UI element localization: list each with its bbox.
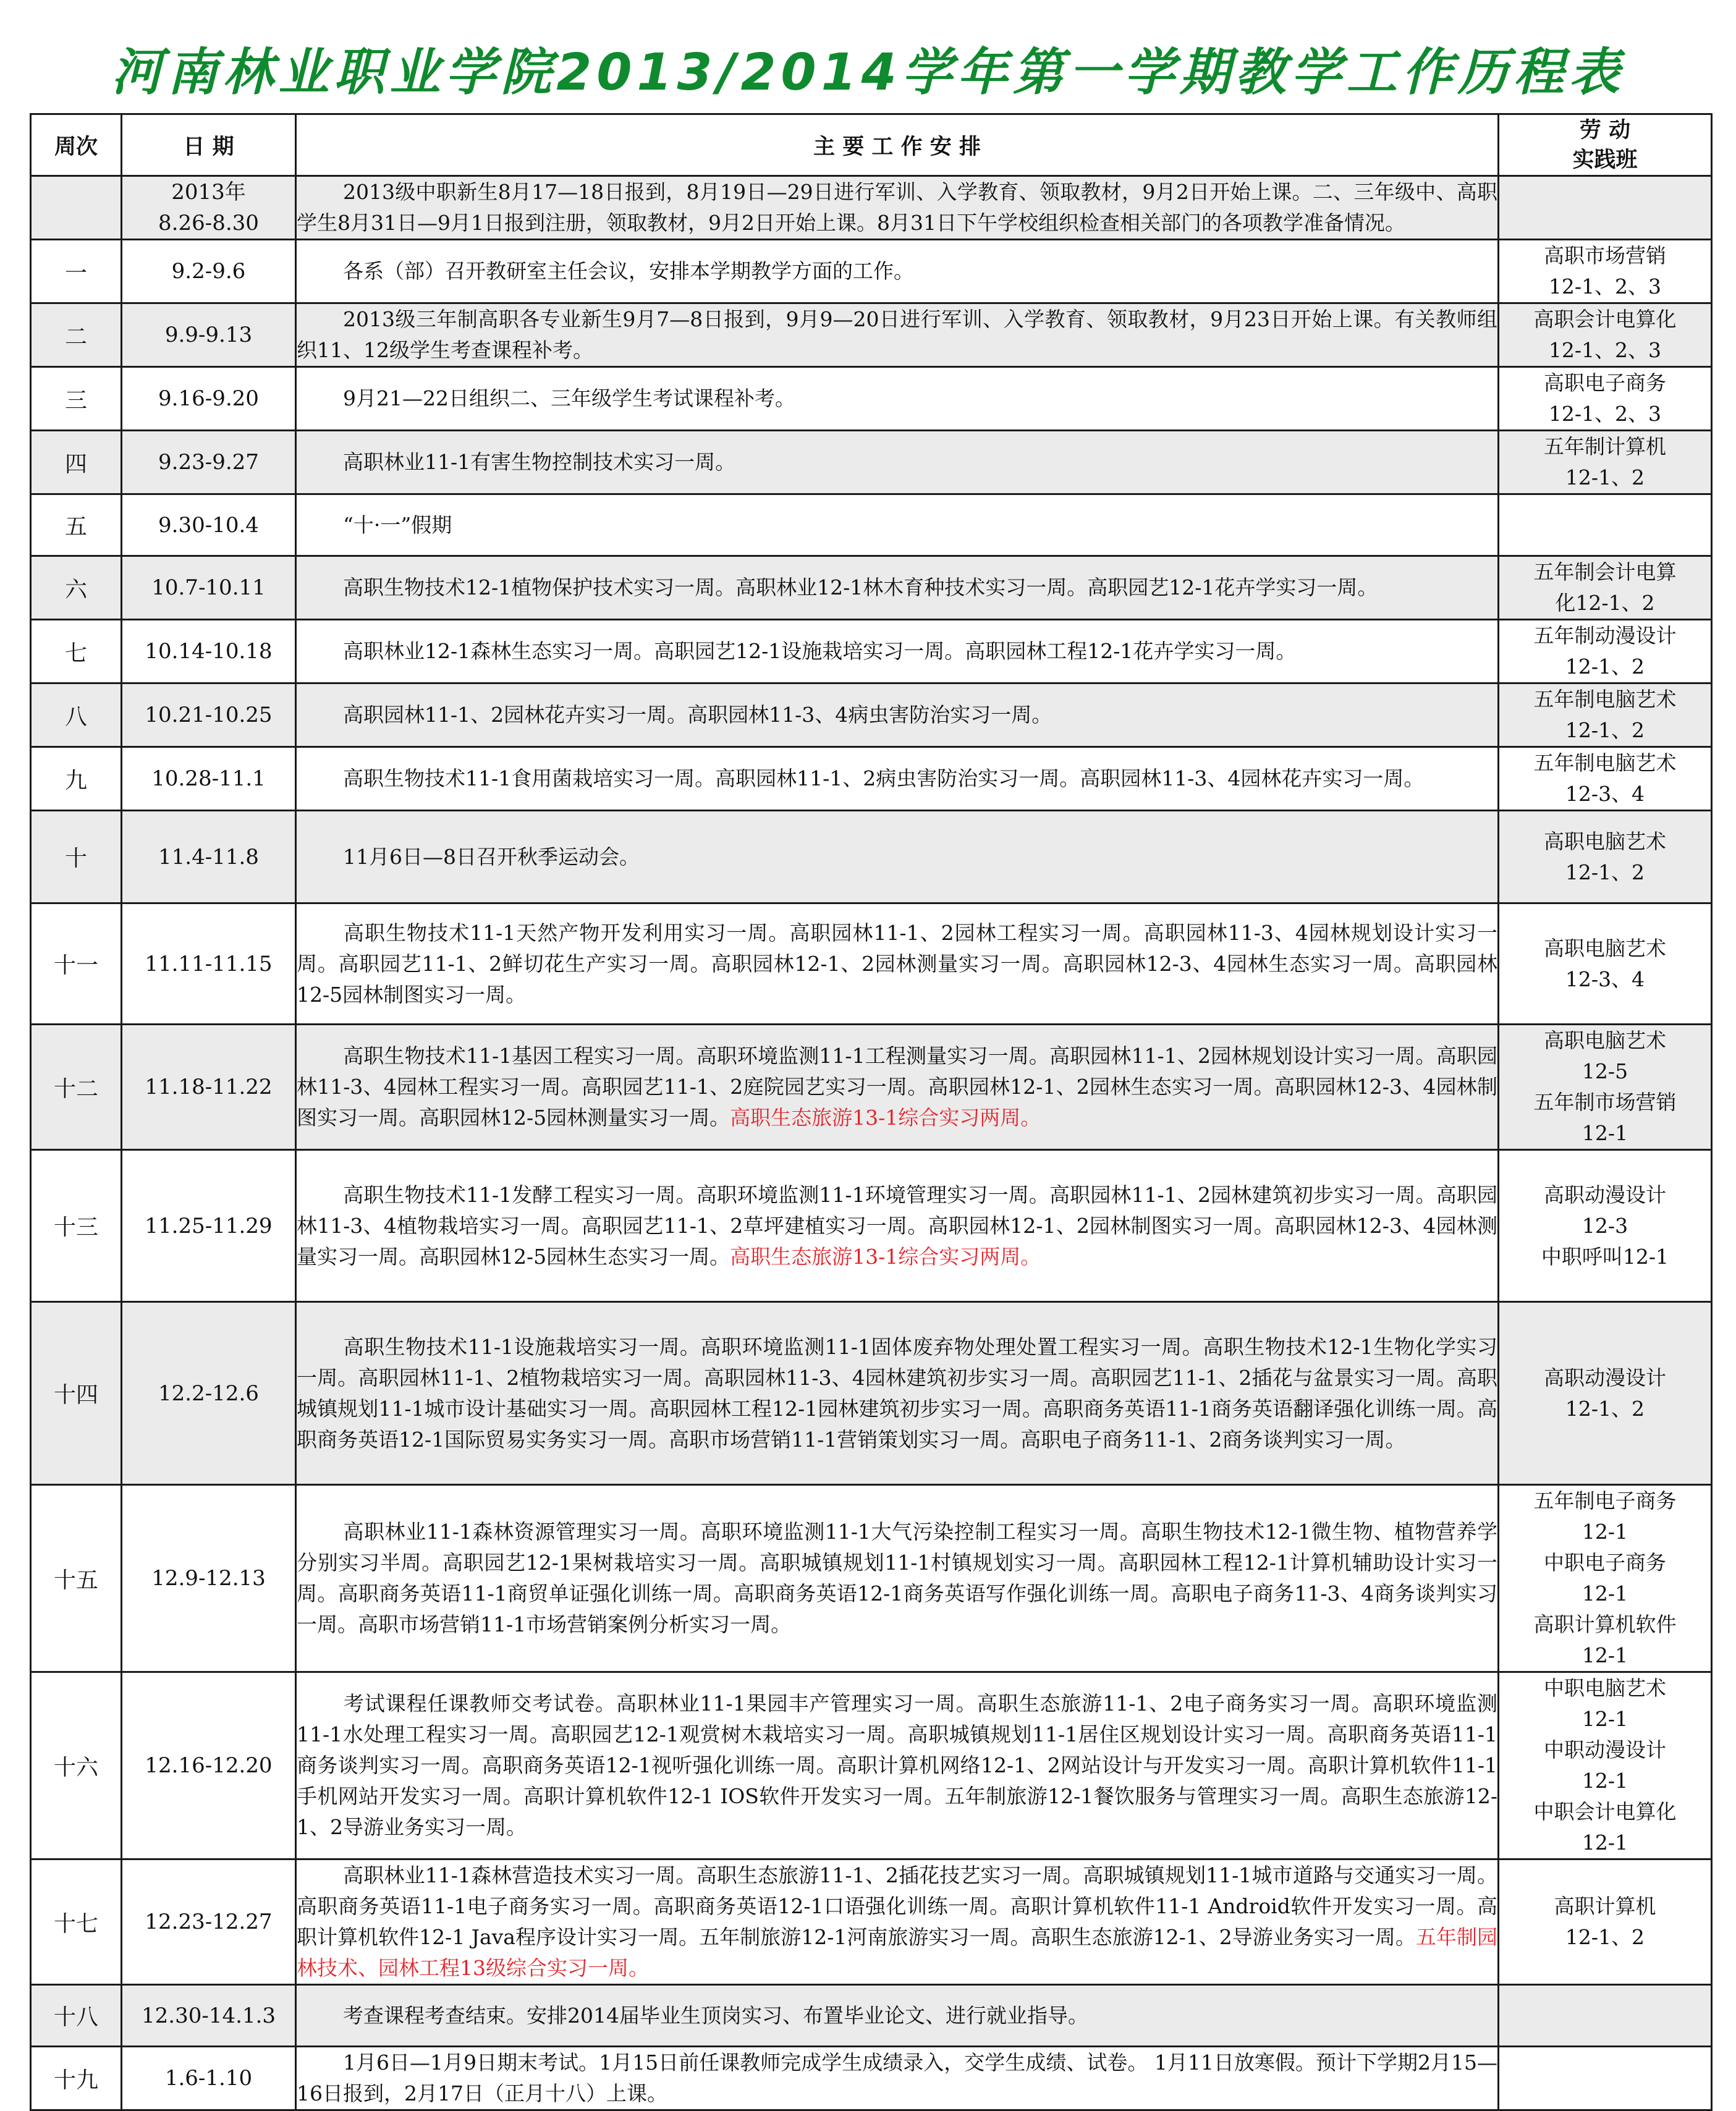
header-labor <box>1499 114 1712 176</box>
date-cell: 9.23-9.27 <box>122 431 296 494</box>
table-row <box>31 1025 1712 1150</box>
date-cell: 11.18-11.22 <box>122 1025 296 1150</box>
work-cell <box>296 176 1499 240</box>
date-cell: 10.7-10.11 <box>122 556 296 620</box>
labor-class-cell: 高职电脑艺术 12-3、4 <box>1499 903 1712 1025</box>
work-cell <box>296 620 1499 683</box>
labor-class-cell: 高职市场营销 12-1、2、3 <box>1499 240 1712 303</box>
labor-class-cell <box>1499 1985 1712 2047</box>
week-cell: 十六 <box>31 1672 122 1859</box>
work-cell <box>296 1150 1499 1302</box>
labor-class-cell: 五年制电脑艺术 12-1、2 <box>1499 683 1712 747</box>
work-text: 高职林业11-1有害生物控制技术实习一周。 <box>343 450 736 474</box>
work-cell <box>296 240 1499 303</box>
header-labor-line1: 劳 动 <box>1579 117 1631 143</box>
week-cell: 十四 <box>31 1302 122 1485</box>
work-text: 高职生物技术11-1发酵工程实习一周。高职环境监测11-1环境管理实习一周。高职园林11-1、2园林建筑初步实习一周。高职园林11-3、4植物栽培实习一周。高职园艺11-1、2草坪建植实习一周。高职园林12-1、2园林制图实习一周。高职园林12-3、4园林测量实习一周。高职园林12-5园林生态实习一周。 <box>297 1182 1498 1269</box>
table-row <box>31 1485 1712 1672</box>
table-row <box>31 811 1712 903</box>
date-cell: 11.25-11.29 <box>122 1150 296 1302</box>
table-row <box>31 303 1712 367</box>
schedule-table <box>30 113 1713 2111</box>
labor-class-cell: 中职电脑艺术 12-1 中职动漫设计 12-1 中职会计电算化 12-1 <box>1499 1672 1712 1859</box>
work-cell <box>296 494 1499 556</box>
work-text: 考试课程任课教师交考试卷。高职林业11-1果园丰产管理实习一周。高职生态旅游11-1、2电子商务实习一周。高职环境监测11-1水处理工程实习一周。高职园艺12-1观赏树木栽培实习一周。高职城镇规划11-1居住区规划设计实习一周。高职商务英语11-1商务谈判实习一周。高职商务英语12-1视听强化训练一周。高职计算机网络12-1、2网站设计与开发实习一周。高职计算机软件11-1手机网站开发实习一周。高职计算机软件12-1 IOS软件开发实习一周。五年制旅游12-1餐饮服务与管理实习一周。高职生态旅游12-1、2导游业务实习一周。 <box>297 1691 1497 1839</box>
work-text: 高职林业11-1森林营造技术实习一周。高职生态旅游11-1、2插花技艺实习一周。高职城镇规划11-1城市道路与交通实习一周。高职商务英语11-1电子商务实习一周。高职商务英语12-1口语强化训练一周。高职计算机软件11-1 Android软件开发实习一周。高职计算机软件12-1 Java程序设计实习一周。五年制旅游12-1河南旅游实习一周。高职生态旅游12-1、2导游业务实习一周。 <box>297 1863 1497 1949</box>
work-text: 高职生物技术12-1植物保护技术实习一周。高职林业12-1林木育种技术实习一周。高职园艺12-1花卉学实习一周。 <box>343 575 1378 599</box>
work-text: 高职林业12-1森林生态实习一周。高职园艺12-1设施栽培实习一周。高职园林工程12-1花卉学实习一周。 <box>343 639 1297 663</box>
week-cell: 四 <box>31 431 122 494</box>
week-cell: 九 <box>31 747 122 811</box>
table-row <box>31 1150 1712 1302</box>
date-cell: 2013年 8.26-8.30 <box>122 176 296 240</box>
date-cell: 12.23-12.27 <box>122 1859 296 1985</box>
work-text: 高职生物技术11-1设施栽培实习一周。高职环境监测11-1固体废弃物处理处置工程实习一周。高职生物技术12-1生物化学实习一周。高职园林11-1、2植物栽培实习一周。高职园林11-3、4园林建筑初步实习一周。高职园艺11-1、2插花与盆景实习一周。高职城镇规划11-1城市设计基础实习一周。高职园林工程12-1园林建筑初步实习一周。高职商务英语11-1商务英语翻译强化训练一周。高职商务英语12-1国际贸易实务实习一周。高职市场营销11-1营销策划实习一周。高职电子商务11-1、2商务谈判实习一周。 <box>297 1334 1497 1452</box>
header-row <box>31 114 1712 176</box>
labor-class-cell: 高职动漫设计 12-1、2 <box>1499 1302 1712 1485</box>
labor-class-cell: 五年制电脑艺术 12-3、4 <box>1499 747 1712 811</box>
work-cell <box>296 1025 1499 1150</box>
page-title: 河南林业职业学院2013/2014学年第一学期教学工作历程表 <box>111 43 1625 102</box>
labor-class-cell: 高职电脑艺术 12-5 五年制市场营销 12-1 <box>1499 1025 1712 1150</box>
labor-class-cell: 五年制计算机 12-1、2 <box>1499 431 1712 494</box>
work-text: 9月21—22日组织二、三年级学生考试课程补考。 <box>343 386 795 410</box>
work-cell <box>296 367 1499 431</box>
date-cell: 9.16-9.20 <box>122 367 296 431</box>
labor-class-cell: 高职电脑艺术 12-1、2 <box>1499 811 1712 903</box>
date-cell: 12.30-14.1.3 <box>122 1985 296 2047</box>
labor-class-cell: 高职会计电算化 12-1、2、3 <box>1499 303 1712 367</box>
week-cell: 六 <box>31 556 122 620</box>
header-week: 周次 <box>31 114 122 176</box>
header-date: 日 期 <box>122 114 296 176</box>
labor-class-cell <box>1499 176 1712 240</box>
date-cell: 9.30-10.4 <box>122 494 296 556</box>
work-cell <box>296 1485 1499 1672</box>
week-cell <box>31 176 122 240</box>
labor-class-cell: 五年制动漫设计 12-1、2 <box>1499 620 1712 683</box>
table-row <box>31 240 1712 303</box>
week-cell: 十二 <box>31 1025 122 1150</box>
week-cell: 七 <box>31 620 122 683</box>
date-cell: 9.9-9.13 <box>122 303 296 367</box>
week-cell: 十一 <box>31 903 122 1025</box>
table-row <box>31 1859 1712 1985</box>
date-cell: 10.14-10.18 <box>122 620 296 683</box>
table-row <box>31 367 1712 431</box>
header-labor-line2: 实践班 <box>1572 147 1638 172</box>
work-cell <box>296 903 1499 1025</box>
work-cell <box>296 811 1499 903</box>
work-text: 高职生物技术11-1食用菌栽培实习一周。高职园林11-1、2病虫害防治实习一周。高职园林11-3、4园林花卉实习一周。 <box>343 766 1425 790</box>
table-row <box>31 1672 1712 1859</box>
week-cell: 八 <box>31 683 122 747</box>
work-text: 考查课程考查结束。安排2014届毕业生顶岗实习、布置毕业论文、进行就业指导。 <box>343 2003 1088 2028</box>
work-cell <box>296 1985 1499 2047</box>
date-cell: 12.9-12.13 <box>122 1485 296 1672</box>
work-text: 高职生物技术11-1天然产物开发利用实习一周。高职园林11-1、2园林工程实习一周。高职园林11-3、4园林规划设计实习一周。高职园艺11-1、2鲜切花生产实习一周。高职园林12-1、2园林测量实习一周。高职园林12-3、4园林生态实习一周。高职园林12-5园林制图实习一周。 <box>297 920 1497 1007</box>
work-text: 11月6日—8日召开秋季运动会。 <box>343 844 640 869</box>
table-row <box>31 1985 1712 2047</box>
work-text-highlight: 五年制园林技术、园林工程13级综合实习一周。 <box>297 1925 1498 1980</box>
table-row <box>31 431 1712 494</box>
date-cell: 12.2-12.6 <box>122 1302 296 1485</box>
work-text: 高职林业11-1森林资源管理实习一周。高职环境监测11-1大气污染控制工程实习一周。高职生物技术12-1微生物、植物营养学分别实习半周。高职园艺12-1果树栽培实习一周。高职城镇规划11-1村镇规划实习一周。高职园林工程12-1计算机辅助设计实习一周。高职商务英语11-1商贸单证强化训练一周。高职商务英语12-1商务英语写作强化训练一周。高职电子商务11-3、4商务谈判实习一周。高职市场营销11-1市场营销案例分析实习一周。 <box>297 1520 1497 1636</box>
work-text: 1月6日—1月9日期末考试。1月15日前任课教师完成学生成绩录入，交学生成绩、试卷。 1月11日放寒假。预计下学期2月15—16日报到，2月17日（正月十八）上课。 <box>297 2050 1497 2105</box>
week-cell: 十八 <box>31 1985 122 2047</box>
table-row <box>31 1302 1712 1485</box>
labor-class-cell: 高职动漫设计 12-3 中职呼叫12-1 <box>1499 1150 1712 1302</box>
date-cell: 10.21-10.25 <box>122 683 296 747</box>
work-cell <box>296 1672 1499 1859</box>
work-cell <box>296 431 1499 494</box>
date-cell: 10.28-11.1 <box>122 747 296 811</box>
work-cell <box>296 1859 1499 1985</box>
labor-class-cell: 高职计算机 12-1、2 <box>1499 1859 1712 1985</box>
table-row <box>31 747 1712 811</box>
week-cell: 五 <box>31 494 122 556</box>
work-text: 各系（部）召开教研室主任会议，安排本学期教学方面的工作。 <box>343 259 914 283</box>
work-text: 2013级三年制高职各专业新生9月7—8日报到，9月9—20日进行军训、入学教育、领取教材，9月23日开始上课。有关教师组织11、12级学生考查课程补考。 <box>297 307 1497 362</box>
work-cell <box>296 683 1499 747</box>
week-cell: 十 <box>31 811 122 903</box>
table-row <box>31 683 1712 747</box>
week-cell: 三 <box>31 367 122 431</box>
week-cell: 一 <box>31 240 122 303</box>
labor-class-cell <box>1499 494 1712 556</box>
date-cell: 1.6-1.10 <box>122 2047 296 2110</box>
table-row <box>31 556 1712 620</box>
week-cell: 十九 <box>31 2047 122 2110</box>
work-cell <box>296 747 1499 811</box>
date-cell: 9.2-9.6 <box>122 240 296 303</box>
work-cell <box>296 303 1499 367</box>
week-cell: 十五 <box>31 1485 122 1672</box>
work-cell <box>296 556 1499 620</box>
work-cell <box>296 1302 1499 1485</box>
work-text: 高职园林11-1、2园林花卉实习一周。高职园林11-3、4病虫害防治实习一周。 <box>343 703 1052 727</box>
table-row <box>31 176 1712 240</box>
labor-class-cell: 五年制会计电算 化12-1、2 <box>1499 556 1712 620</box>
date-cell: 12.16-12.20 <box>122 1672 296 1859</box>
labor-class-cell: 高职电子商务 12-1、2、3 <box>1499 367 1712 431</box>
week-cell: 二 <box>31 303 122 367</box>
labor-class-cell <box>1499 2047 1712 2110</box>
week-cell: 十七 <box>31 1859 122 1985</box>
week-cell: 十三 <box>31 1150 122 1302</box>
table-row <box>31 2047 1712 2110</box>
date-cell: 11.11-11.15 <box>122 903 296 1025</box>
work-cell <box>296 2047 1499 2110</box>
work-text: 2013级中职新生8月17—18日报到，8月19日—29日进行军训、入学教育、领取教材，9月2日开始上课。二、三年级中、高职学生8月31日—9月1日报到注册，领取教材，9月2日开始上课。8月31日下午学校组织检查相关部门的各项教学准备情况。 <box>297 180 1497 235</box>
work-text-highlight: 高职生态旅游13-1综合实习两周。 <box>730 1106 1041 1130</box>
work-text: “十·一”假期 <box>343 512 452 537</box>
table-row <box>31 903 1712 1025</box>
labor-class-cell: 五年制电子商务 12-1 中职电子商务 12-1 高职计算机软件 12-1 <box>1499 1485 1712 1672</box>
date-cell: 11.4-11.8 <box>122 811 296 903</box>
table-row <box>31 494 1712 556</box>
work-text-highlight: 高职生态旅游13-1综合实习两周。 <box>730 1244 1041 1269</box>
work-text: 高职生物技术11-1基因工程实习一周。高职环境监测11-1工程测量实习一周。高职园林11-1、2园林规划设计实习一周。高职园林11-3、4园林工程实习一周。高职园艺11-1、2庭院园艺实习一周。高职园林12-1、2园林生态实习一周。高职园林12-3、4园林制图实习一周。高职园林12-5园林测量实习一周。 <box>297 1044 1498 1130</box>
header-work: 主 要 工 作 安 排 <box>296 114 1499 176</box>
table-row <box>31 620 1712 683</box>
